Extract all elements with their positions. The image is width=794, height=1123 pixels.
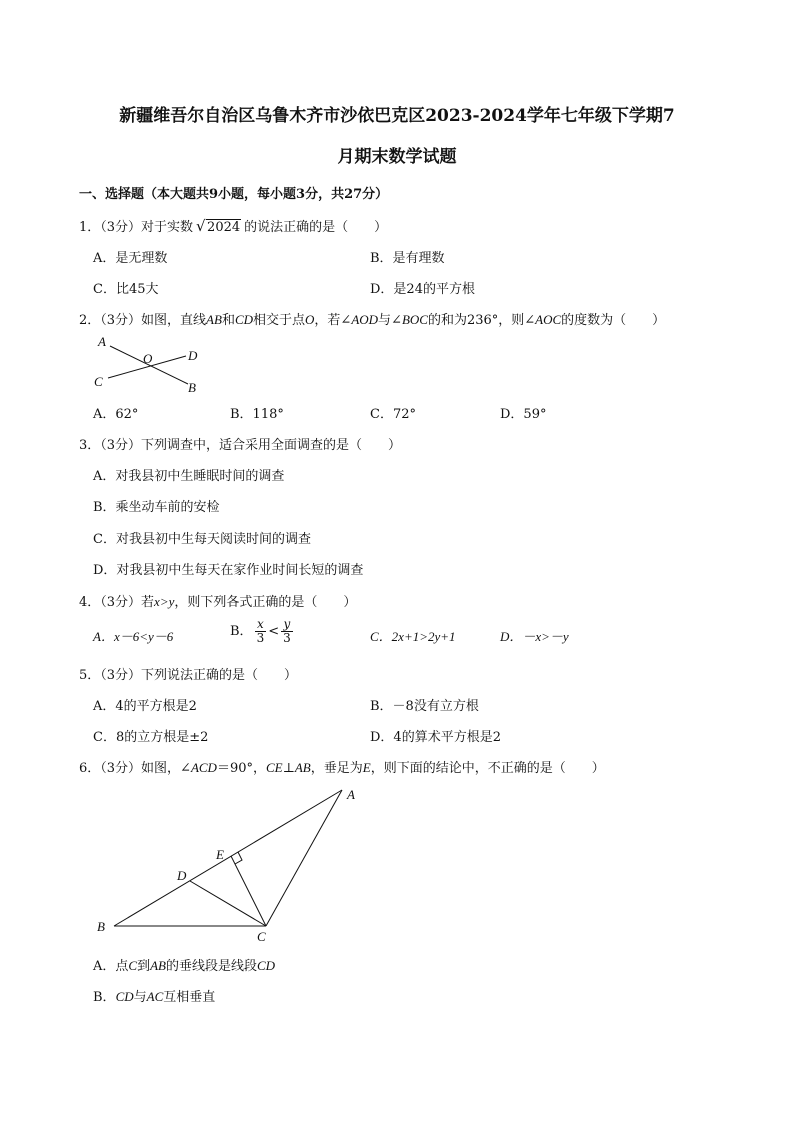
label-c: C <box>257 929 266 944</box>
q5-option-c: C．8的立方根是±2 <box>93 730 209 745</box>
question-1-stem: 1．（3分）对于实数 √ 2024 的说法正确的是（ ） <box>79 217 388 235</box>
label-d: D <box>188 348 198 363</box>
q5-option-a: A．4的平方根是2 <box>93 699 197 714</box>
q2-option-c: C．72° <box>370 407 416 422</box>
label-e: E <box>216 847 224 862</box>
radical-sign: √ <box>196 217 206 235</box>
q4-option-c: C．2x+1>2y+1 <box>370 629 456 644</box>
label-a: A <box>98 334 106 349</box>
segment-ac <box>266 790 342 926</box>
q3-option-d: D．对我县初中生每天在家作业时间长短的调查 <box>93 563 364 578</box>
figure-right-triangle <box>90 780 380 950</box>
sqrt-expression: √ 2024 <box>196 217 241 235</box>
question-6-stem: 6．（3分）如图，∠ACD＝90°，CE⊥AB，垂足为E，则下面的结论中，不正确的是（ ） <box>79 760 605 776</box>
q1-option-c: C．比45大 <box>93 282 159 297</box>
q4-option-a: A．x－6<y－6 <box>93 629 174 644</box>
fraction-y-over-3: $\frac{y}{3}$ <box>283 617 291 645</box>
q2-option-a: A．62° <box>93 407 139 422</box>
question-2-stem: 2．（3分）如图，直线AB和CD相交于点O，若∠AOD与∠BOC的和为236°，则∠AOC的度数为（ ） <box>79 312 666 328</box>
q3-option-b: B．乘坐动车前的安检 <box>93 500 220 515</box>
label-d: D <box>177 868 187 883</box>
q6-option-a: A．点C到AB的垂线段是线段CD <box>93 958 276 974</box>
q1-option-d: D．是24的平方根 <box>370 282 475 297</box>
page-title-line-2: 月期末数学试题 <box>337 147 457 167</box>
q3-option-c: C．对我县初中生每天阅读时间的调查 <box>93 532 311 547</box>
q2-option-d: D．59° <box>500 407 547 422</box>
q4-option-b: B． $\frac{x}{3}$ < $\frac{y}{3}$ <box>230 617 291 645</box>
question-4-stem: 4．（3分）若x>y，则下列各式正确的是（ ） <box>79 594 357 610</box>
label-o: O <box>143 351 153 366</box>
q1-option-a: A．是无理数 <box>93 251 168 266</box>
label-a: A <box>347 787 355 802</box>
right-angle-mark <box>235 852 242 864</box>
q6-option-b: B．CD与AC互相垂直 <box>93 989 216 1005</box>
figure-intersecting-lines <box>88 332 218 396</box>
segment-ba <box>114 790 342 926</box>
q5-option-d: D．4的算术平方根是2 <box>370 730 501 745</box>
label-b: B <box>188 380 196 395</box>
question-5-stem: 5．（3分）下列说法正确的是（ ） <box>79 668 298 683</box>
question-3-stem: 3．（3分）下列调查中，适合采用全面调查的是（ ） <box>79 438 402 453</box>
q4-option-d: D．－x>－y <box>500 629 569 644</box>
fraction-x-over-3: $\frac{x}{3}$ <box>256 617 265 645</box>
section-heading: 一、选择题（本大题共9小题，每小题3分，共27分） <box>79 187 389 202</box>
q1-option-b: B．是有理数 <box>370 251 445 266</box>
q5-option-b: B．－8没有立方根 <box>370 699 479 714</box>
page-title-line-1: 新疆维吾尔自治区乌鲁木齐市沙依巴克区2023-2024学年七年级下学期7 <box>119 106 675 126</box>
label-b: B <box>97 919 105 934</box>
q3-option-a: A．对我县初中生睡眠时间的调查 <box>93 469 285 484</box>
q2-option-b: B．118° <box>230 407 284 422</box>
label-c: C <box>94 374 103 389</box>
